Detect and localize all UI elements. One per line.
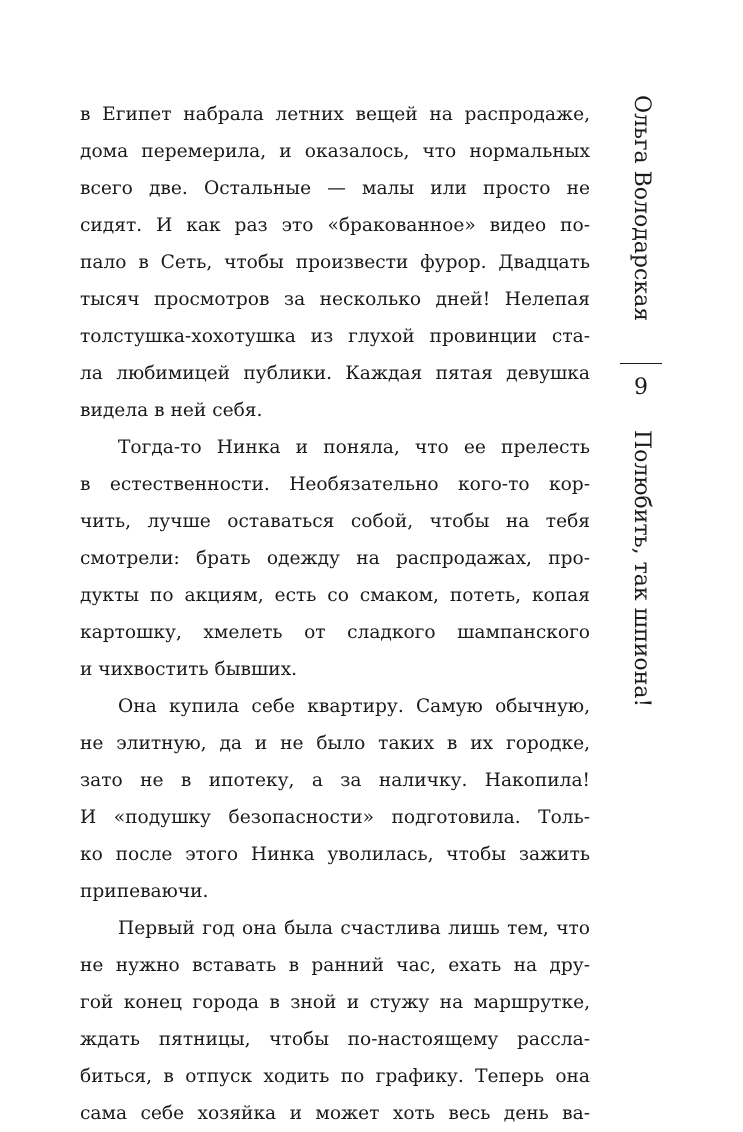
text-line: зато не в ипотеку, а за наличку. Накопила! bbox=[80, 770, 590, 791]
text-line: Первый год она была счастлива лишь тем, что bbox=[118, 918, 590, 939]
text-line: ко после этого Нинка уволилась, чтобы зажить bbox=[80, 844, 590, 865]
author-name: Ольга Володарская bbox=[629, 95, 654, 322]
text-line: толстушка-хохотушка из глухой провинции ста- bbox=[80, 326, 590, 347]
text-line: Тогда-то Нинка и поняла, что ее прелесть bbox=[118, 437, 590, 458]
text-line: смотрели: брать одежду на распродажах, про- bbox=[80, 548, 590, 569]
text-line: в естественности. Необязательно кого-то кор- bbox=[80, 474, 590, 495]
text-line: видела в ней себя. bbox=[80, 400, 263, 421]
text-line: пало в Сеть, чтобы произвести фурор. Двадцать bbox=[80, 252, 590, 273]
text-line: и чихвостить бывших. bbox=[80, 659, 298, 680]
text-line: чить, лучше оставаться собой, чтобы на тебя bbox=[80, 511, 590, 532]
text-line: И «подушку безопасности» подготовила. Толь- bbox=[80, 807, 590, 828]
text-line: тысяч просмотров за несколько дней! Нелепая bbox=[80, 289, 590, 310]
text-line: дукты по акциям, есть со смаком, потеть, копая bbox=[80, 585, 590, 606]
text-line: сидят. И как раз это «бракованное» видео по- bbox=[80, 215, 590, 236]
running-header bbox=[610, 95, 672, 735]
text-line: ла любимицей публики. Каждая пятая девушка bbox=[80, 363, 590, 384]
book-title: Полюбить, так шпиона! bbox=[629, 430, 654, 708]
text-line: биться, в отпуск ходить по графику. Теперь она bbox=[80, 1066, 590, 1087]
text-line: картошку, хмелеть от сладкого шампанского bbox=[80, 622, 590, 643]
text-line: всего две. Остальные — малы или просто не bbox=[80, 178, 590, 199]
text-line: Она купила себе квартиру. Самую обычную, bbox=[118, 696, 590, 717]
page-number: 9 bbox=[634, 375, 648, 400]
text-line: не нужно вставать в ранний час, ехать на дру- bbox=[80, 955, 590, 976]
text-line: в Египет набрала летних вещей на распродаже, bbox=[80, 104, 590, 125]
body-text bbox=[80, 96, 590, 1132]
header-divider bbox=[620, 363, 662, 364]
text-line: припеваючи. bbox=[80, 881, 209, 902]
text-line: не элитную, да и не было таких в их городке, bbox=[80, 733, 590, 754]
text-line: сама себе хозяйка и может хоть весь день ва- bbox=[80, 1103, 590, 1124]
text-line: гой конец города в зной и стужу на маршрутке, bbox=[80, 992, 590, 1013]
text-line: ждать пятницы, чтобы по-настоящему расслa- bbox=[80, 1029, 590, 1050]
text-line: дома перемерила, и оказалось, что нормальных bbox=[80, 141, 590, 162]
